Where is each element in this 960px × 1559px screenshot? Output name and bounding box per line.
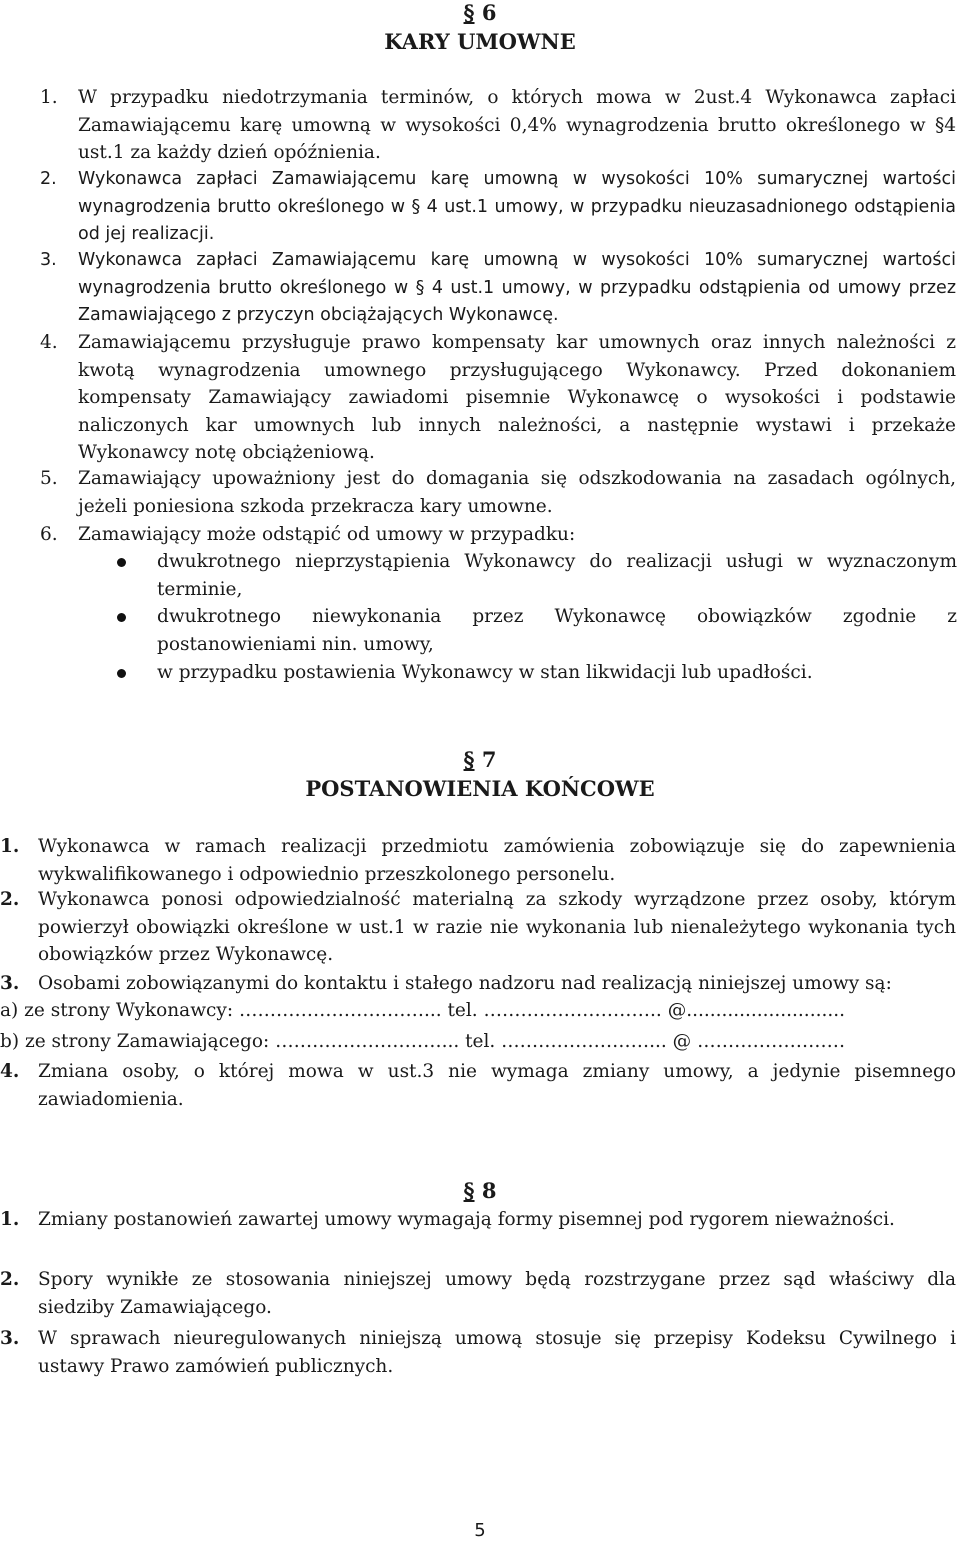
item-text: W sprawach nieuregulowanych niniejszą umową stosuje się przepisy Kodeksu Cywilnego i ustawy Prawo zamówień publicznych. [38,1328,956,1377]
item-number: 4. [0,1061,20,1082]
item-text: Zamawiającemu przysługuje prawo kompensaty kar umownych oraz innych należności z kwotą wynagrodzenia umownego przysługującego Wykonawcy. Przed dokonaniem kompensaty Zamawiający zawiadomi pisemnie Wykonawcę o wysokości i podstawie naliczonych kar umownych lub innych należności, a następnie wystawi i przekaże Wykonawcy notę obciążeniową. [78,332,956,463]
item-text: W przypadku niedotrzymania terminów, o których mowa w 2ust.4 Wykonawca zapłaci Zamawiającemu karę umowną w wysokości 0,4% wynagrodzenia brutto określonego w §4 ust.1 za każdy dzień opóźnienia. [78,87,956,163]
item-number: 5. [40,468,58,489]
bullet-icon [117,558,126,567]
item-text: Zamawiający upoważniony jest do domagania się odszkodowania na zasadach ogólnych, jeżeli poniesiona szkoda przekracza kary umowne. [78,468,956,517]
item-text: Wykonawca zapłaci Zamawiającemu karę umowną w wysokości 10% sumarycznej wartości wynagrodzenia brutto określonego w § 4 ust.1 umowy, w przypadku odstąpienia od umowy przez Zamawiającego z przyczyn obciążających Wykonawcę. [78,250,956,325]
item-number: 1. [0,836,20,857]
item-number: 4. [40,332,58,353]
item-number: 2. [40,169,57,189]
section-7-heading [0,747,960,773]
item-number: 2. [0,1269,20,1290]
bullet-text: dwukrotnego nieprzystąpienia Wykonawcy do realizacji usługi w wyznaczonym terminie, [157,551,957,600]
section-7-title: POSTANOWIENIA KOŃCOWE [305,776,655,801]
section-sign: § [463,1178,475,1203]
section-8-heading [0,1178,960,1204]
bullet-text: w przypadku postawienia Wykonawcy w stan likwidacji lub upadłości. [157,662,813,683]
item-text: Osobami zobowiązanymi do kontaktu i stałego nadzoru nad realizacją niniejszej umowy są: [38,973,892,994]
item-number: 2. [0,889,20,910]
section-sign: § [463,747,475,772]
item-text: Zamawiający może odstąpić od umowy w przypadku: [78,524,576,545]
item-text: Zmiana osoby, o której mowa w ust.3 nie wymaga zmiany umowy, a jedynie pisemnego zawiadomienia. [38,1061,956,1110]
section-number: 8 [481,1178,497,1203]
section-number: 6 [481,0,497,25]
section-number: 7 [481,747,497,772]
item-text: Wykonawca w ramach realizacji przedmiotu zamówienia zobowiązuje się do zapewnienia wykwalifikowanego i odpowiednio przeszkolonego personelu. [38,836,956,885]
item-text: Wykonawca ponosi odpowiedzialność materialną za szkody wyrządzone przez osoby, którym powierzył obowiązki określone w ust.1 w razie nie wykonania lub nienależytego wykonania tych obowiązków przez Wykonawcę. [38,889,956,965]
item-number: 1. [40,87,58,108]
item-text: Zmiany postanowień zawartej umowy wymagają formy pisemnej pod rygorem nieważności. [38,1209,895,1230]
item-number: 6. [40,524,58,545]
item-text: Wykonawca zapłaci Zamawiającemu karę umowną w wysokości 10% sumarycznej wartości wynagrodzenia brutto określonego w § 4 ust.1 umowy, w przypadku nieuzasadnionego odstąpienia od jej realizacji. [78,169,956,244]
item-number: 3. [0,973,20,994]
bullet-icon [117,613,126,622]
item-text: Spory wynikłe ze stosowania niniejszej umowy będą rozstrzygane przez sąd właściwy dla siedziby Zamawiającego. [38,1269,956,1318]
item-number: 3. [40,250,57,270]
bullet-text: dwukrotnego niewykonania przez Wykonawcę obowiązków zgodnie z postanowieniami nin. umowy, [157,606,957,655]
section-6-title: KARY UMOWNE [384,29,576,54]
contact-line-client: b) ze strony Zamawiającego: ………………………... tel. ……………………... @ …………………… [0,1031,846,1052]
page-number: 5 [474,1520,486,1541]
section-sign: § [463,0,475,25]
section-6-heading [0,0,960,26]
item-number: 1. [0,1209,20,1230]
bullet-icon [117,669,126,678]
contact-line-contractor: a) ze strony Wykonawcy: …………………………... tel. ……………………….. @........................... [0,1000,845,1021]
item-number: 3. [0,1328,20,1349]
